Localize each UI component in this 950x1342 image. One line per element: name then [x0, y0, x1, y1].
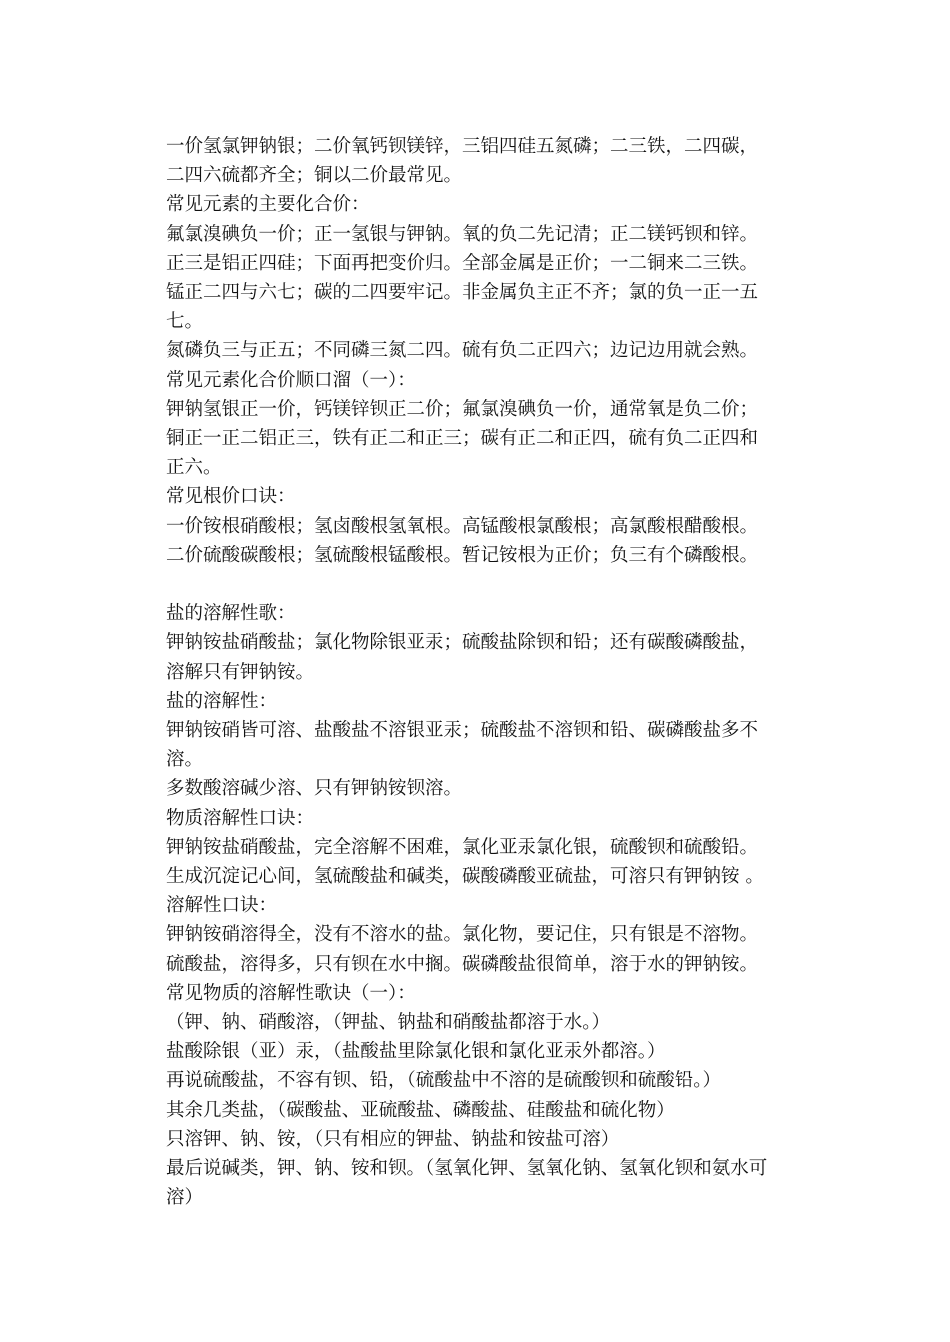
text-line: 溶） [166, 1187, 204, 1209]
text-line: 只溶钾、钠、铵，（只有相应的钾盐、钠盐和铵盐可溶） [166, 1128, 620, 1150]
text-line: 铜正一正二铝正三，铁有正二和正三；碳有正二和正四，硫有负二正四和 [166, 428, 759, 450]
blank-line [166, 570, 790, 599]
section-heading: 常见元素化合价顺口溜（一）： [166, 369, 416, 391]
text-line: （钾、钠、硝酸溶，（钾盐、钠盐和硝酸盐都溶于水。） [166, 1012, 611, 1034]
text-line: 最后说碱类，钾、钠、铵和钡。（氢氧化钾、氢氧化钠、氢氧化钡和氨水可 [166, 1158, 768, 1180]
text-line: 一价铵根硝酸根；氢卤酸根氢氧根。高锰酸根氯酸根；高氯酸根醋酸根。 [166, 515, 759, 537]
text-line: 二四六硫都齐全；铜以二价最常见。 [166, 165, 463, 187]
document-body [166, 132, 790, 1213]
section-heading: 盐的溶解性歌： [166, 603, 296, 625]
text-line: 钾钠铵盐硝酸盐，完全溶解不困难，氯化亚汞氯化银，硫酸钡和硫酸铅。 [166, 836, 759, 858]
section-heading: 物质溶解性口诀： [166, 807, 315, 829]
text-line: 氟氯溴碘负一价；正一氢银与钾钠。氧的负二先记清；正二镁钙钡和锌。 [166, 223, 759, 245]
text-line: 一价氢氯钾钠银；二价氧钙钡镁锌，三铝四硅五氮磷；二三铁，二四碳， [166, 136, 759, 157]
text-line: 氮磷负三与正五；不同磷三氮二四。硫有负二正四六；边记边用就会熟。 [166, 340, 759, 362]
text-line: 正六。 [166, 457, 222, 479]
text-line: 钾钠铵硝溶得全，没有不溶水的盐。氯化物，要记住，只有银是不溶物。 [166, 924, 759, 946]
text-line: 钾钠铵硝皆可溶、盐酸盐不溶银亚汞；硫酸盐不溶钡和铅、碳磷酸盐多不 [166, 720, 759, 742]
text-line: 钾钠铵盐硝酸盐；氯化物除银亚汞；硫酸盐除钡和铅；还有碳酸磷酸盐， [166, 632, 759, 654]
text-line: 多数酸溶碱少溶、只有钾钠铵钡溶。 [166, 778, 463, 800]
section-heading: 常见元素的主要化合价： [166, 194, 370, 216]
section-heading: 常见根价口诀： [166, 486, 296, 508]
text-line: 正三是铝正四硅；下面再把变价归。全部金属是正价；一二铜来二三铁。 [166, 252, 759, 274]
text-line: 其余几类盐，（碳酸盐、亚硫酸盐、磷酸盐、硅酸盐和硫化物） [166, 1099, 675, 1121]
text-line: 溶解只有钾钠铵。 [166, 661, 315, 683]
text-line: 再说硫酸盐，不容有钡、铅，（硫酸盐中不溶的是硫酸钡和硫酸铅。） [166, 1070, 722, 1092]
text-line: 硫酸盐，溶得多，只有钡在水中搁。碳磷酸盐很简单，溶于水的钾钠铵。 [166, 953, 759, 975]
text-line: 二价硫酸碳酸根；氢硫酸根锰酸根。暂记铵根为正价；负三有个磷酸根。 [166, 544, 759, 566]
section-heading: 溶解性口诀： [166, 895, 278, 917]
text-line: 锰正二四与六七；碳的二四要牢记。非金属负主正不齐；氯的负一正一五 [166, 282, 759, 304]
text-line: 盐酸除银（亚）汞，（盐酸盐里除氯化银和氯化亚汞外都溶。） [166, 1041, 666, 1063]
text-line: 钾钠氢银正一价，钙镁锌钡正二价；氟氯溴碘负一价，通常氧是负二价； [166, 398, 759, 420]
text-line: 七。 [166, 311, 204, 333]
text-line: 溶。 [166, 749, 204, 771]
section-heading: 常见物质的溶解性歌诀（一）： [166, 982, 416, 1004]
section-heading: 盐的溶解性： [166, 690, 278, 712]
text-line: 生成沉淀记心间，氢硫酸盐和碱类，碳酸磷酸亚硫盐，可溶只有钾钠铵 。 [166, 866, 764, 888]
